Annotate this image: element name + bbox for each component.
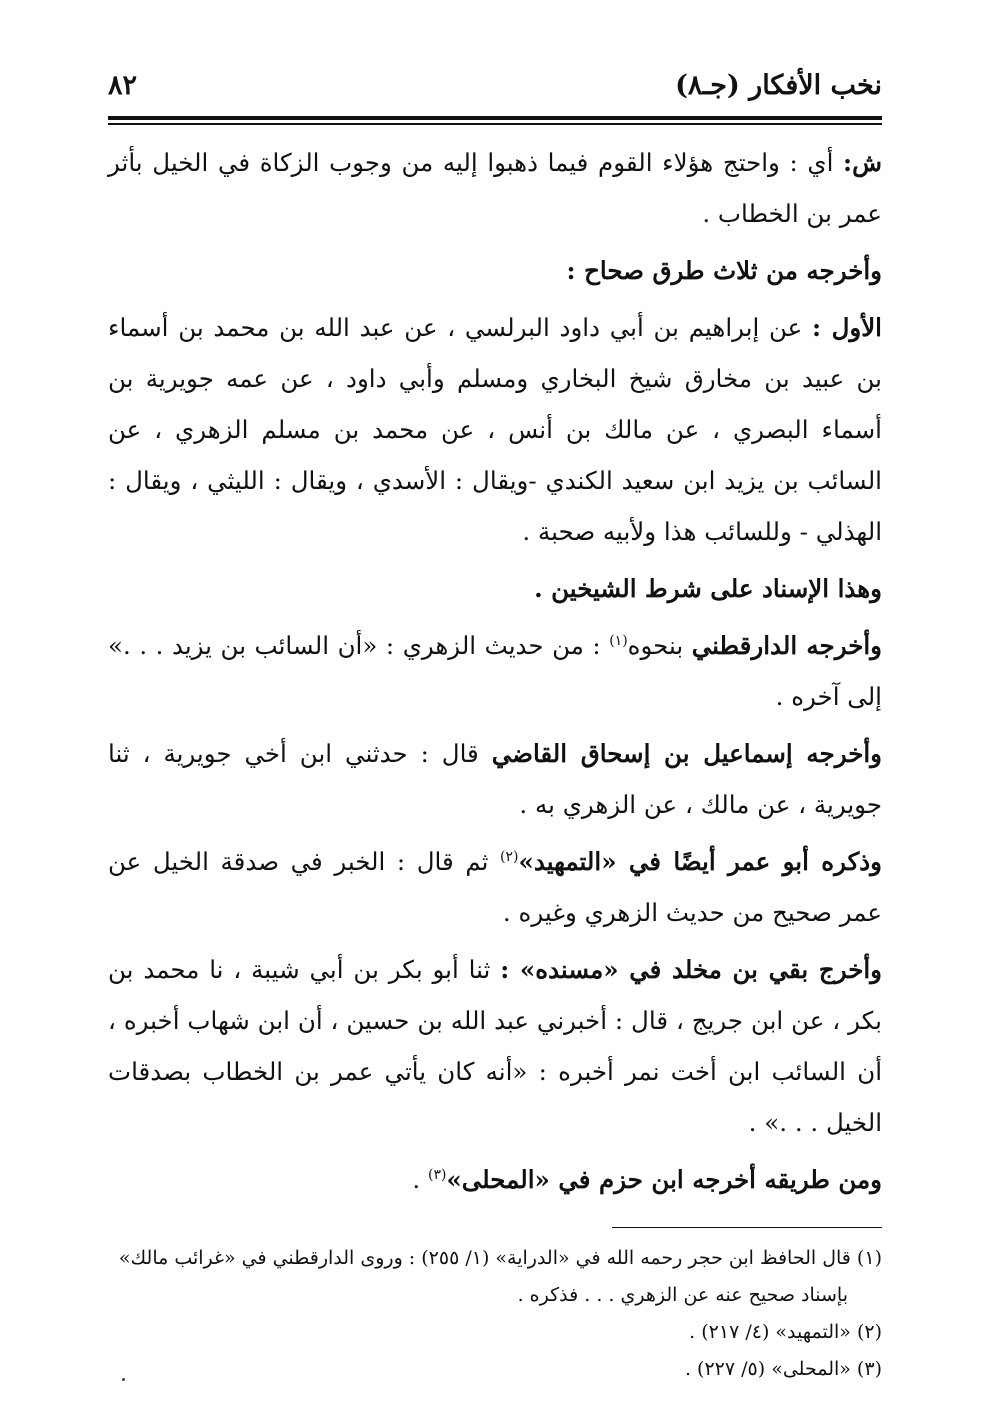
paragraph-lead: الأول : [812,312,882,342]
paragraph-text: عن إبراهيم بن أبي داود البرلسي ، عن عبد الله بن محمد بن أسماء بن عبيد بن مخارق شيخ البخاري ومسلم وأبي داود ، عن عمه جويرية بن أسماء البصري ، عن مالك بن أنس ، عن محمد بن مسلم الزهري ، عن السائب بن يزيد ابن سعيد الكندي -ويقال : الأسدي ، ويقال : الليثي ، ويقال : الهذلي - وللسائب هذا ولأبيه صحبة . [108,312,882,546]
paragraph-lead: وأخرجه من ثلاث طرق صحاح : [566,255,882,285]
page-number: ٨٢ [108,70,138,101]
book-page [108,70,883,1380]
footnote-3: (٣) «المحلى» (٥/ ٢٢٧) . [684,1358,882,1380]
paragraph-abu-umar [108,836,882,938]
paragraph-lead: وهذا الإسناد على شرط الشيخين . [534,573,882,603]
paragraph-daraqutni [108,620,882,722]
paragraph-ibn-hazm [108,1154,882,1205]
paragraph-text-after: : من حديث الزهري : «أن السائب بن يزيد . . .» إلى آخره . [108,630,882,711]
paragraph-ismail [108,728,882,830]
paragraph-lead: ش: [843,147,882,177]
paragraph-lead: ومن طريقه أخرجه ابن حزم في «المحلى» [446,1164,882,1194]
page-header [108,70,882,108]
footnote-2: (٢) «التمهيد» (٤/ ٢١٧) . [689,1321,882,1343]
paragraph-isnad-note [108,563,882,614]
paragraph-text: قال : حدثني ابن أخي جويرية ، ثنا جويرية ، عن مالك ، عن الزهري به . [108,738,882,819]
paragraph-first-chain [108,302,882,557]
paragraph-text-after: ثم قال : الخبر في صدقة الخيل عن عمر صحيح من حديث الزهري وغيره . [108,846,882,927]
paragraph-text: بنحوه [627,630,692,660]
footnote-ref-3[interactable]: (٣) [427,1166,447,1183]
paragraph-lead: وأخرجه إسماعيل بن إسحاق القاضي [491,738,883,768]
paragraph-lead: وأخرج بقي بن مخلد في «مسنده» : [500,954,882,984]
paragraph-commentary [108,137,882,239]
paragraph-baqi [108,944,882,1148]
paragraph-text-after: . [412,1164,428,1194]
footnote-1: (١) قال الحافظ ابن حجر رحمه الله في «الدراية» (١/ ٢٥٥) : وروى الدارقطني في «غرائب مالك» [118,1247,882,1269]
footnote-1-continued: بإسناد صحيح عنه عن الزهري . . . فذكره . [517,1284,848,1306]
main-text [108,137,882,1205]
scan-speck [122,1378,125,1381]
paragraph-text: ثنا أبو بكر بن أبي شيبة ، نا محمد بن بكر ، عن ابن جريج ، قال : أخبرني عبد الله بن حسين ، أن ابن شهاب أخبره ، أن السائب ابن أخت نمر أخبره : «أنه كان يأتي عمر بن الخطاب بصدقات الخيل . . .» . [108,954,882,1137]
footnote-separator [612,1227,882,1229]
footnotes [108,1240,882,1388]
footnote-ref-1[interactable]: (١) [609,632,628,649]
paragraph-heading [108,245,882,296]
running-title: نخب الأفكار (جـ٨) [675,70,882,101]
paragraph-text: أي : واحتج هؤلاء القوم فيما ذهبوا إليه من وجوب الزكاة في الخيل بأثر عمر بن الخطاب . [108,147,882,228]
header-rule-thick [108,116,882,120]
footnote-ref-2[interactable]: (٢) [500,848,519,865]
header-rule-thin [108,123,882,125]
paragraph-lead: وذكره أبو عمر أيضًا في «التمهيد» [518,846,882,876]
paragraph-lead: وأخرجه الدارقطني [691,630,882,660]
